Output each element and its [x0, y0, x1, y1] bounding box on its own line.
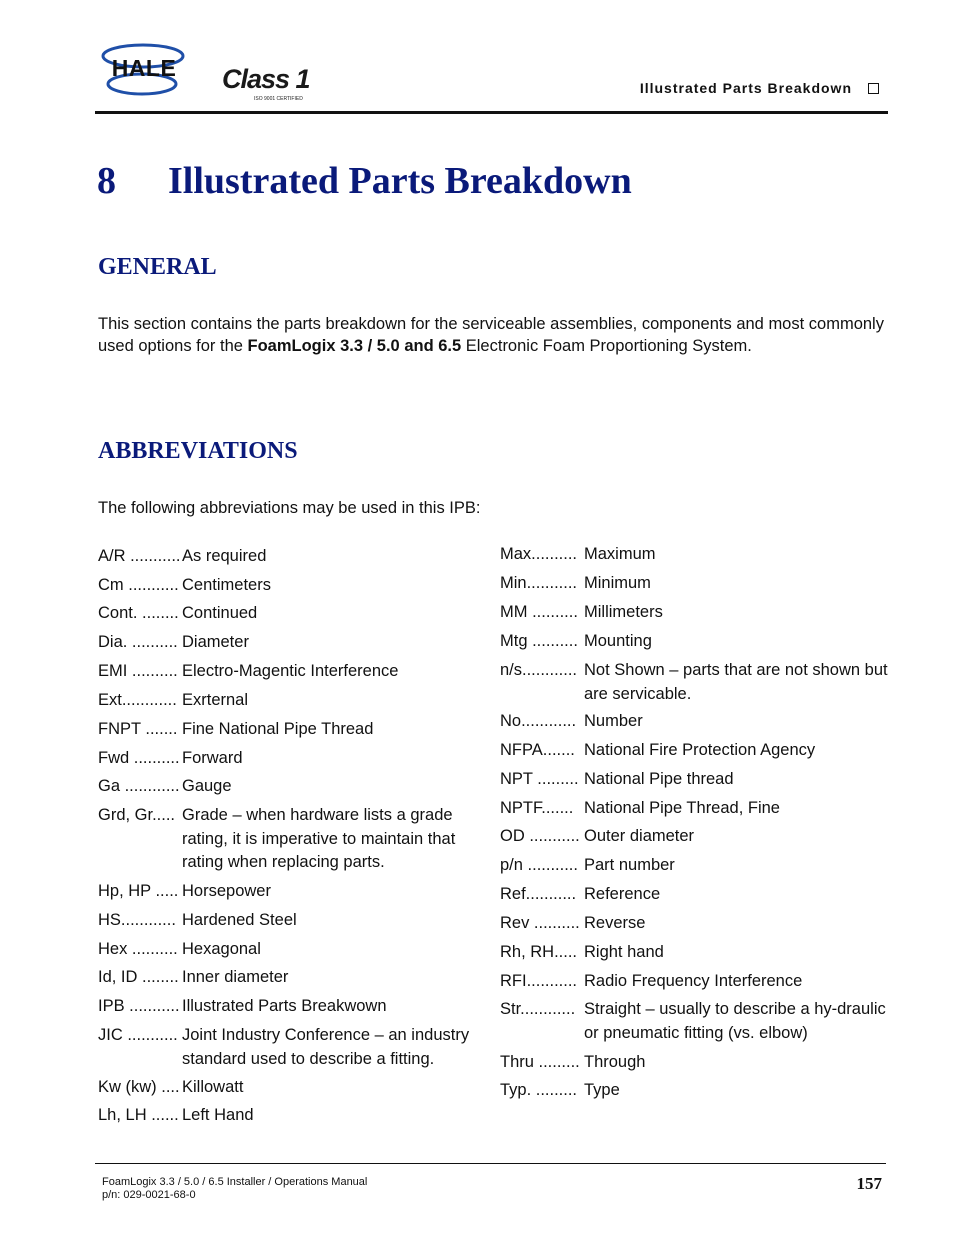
class1-iso-text: ISO 9001 CERTIFIED	[254, 96, 303, 102]
abbreviation-definition: Straight – usually to describe a hy-draulic or pneumatic fitting (vs. elbow)	[584, 1000, 886, 1042]
abbreviation-term: Kw (kw) ....	[98, 1078, 180, 1096]
abbreviation-term: Grd, Gr.....	[98, 806, 176, 824]
abbreviation-definition: Continued	[182, 604, 258, 622]
general-para-start: This section contains the parts breakdown for the serviceable assemblies, components and most commonly used options for the	[98, 315, 884, 355]
abbreviation-definition: Joint Industry Conference – an industry standard used to describe a fitting.	[182, 1026, 470, 1068]
abbreviation-term: JIC ...........	[98, 1026, 178, 1044]
abbreviation-definition: Part number	[584, 856, 675, 874]
abbreviation-term: Ext............	[98, 691, 177, 709]
chapter-number: 8	[97, 160, 116, 202]
abbreviation-term: Ref...........	[500, 885, 577, 903]
abbreviation-definition: Minimum	[584, 574, 651, 592]
abbreviation-definition: Right hand	[584, 943, 664, 961]
abbreviation-term: Min...........	[500, 574, 578, 592]
abbreviation-definition: Horsepower	[182, 882, 271, 900]
abbreviation-term: NFPA.......	[500, 741, 575, 759]
abbreviation-term: Lh, LH ......	[98, 1106, 179, 1124]
abbreviation-term: Ga ............	[98, 777, 180, 795]
abbreviation-definition: Outer diameter	[584, 827, 695, 845]
abbreviation-term: Str............	[500, 1000, 576, 1018]
abbreviation-term: Typ. .........	[500, 1081, 578, 1099]
abbreviation-term: Max..........	[500, 545, 578, 563]
header-section-title: Illustrated Parts Breakdown	[639, 80, 852, 96]
abbreviation-definition: Fine National Pipe Thread	[182, 720, 374, 738]
abbreviation-definition: Inner diameter	[182, 968, 289, 986]
abbreviation-term: Rh, RH.....	[500, 943, 578, 961]
abbreviation-definition: Reference	[584, 885, 661, 903]
abbreviation-definition: Left Hand	[182, 1106, 254, 1124]
footer-part-number: p/n: 029-0021-68-0	[102, 1189, 196, 1201]
abbreviation-term: EMI ..........	[98, 662, 178, 680]
abbreviation-term: p/n ...........	[500, 856, 578, 874]
abbreviation-definition: National Fire Protection Agency	[584, 741, 816, 759]
abbreviation-term: Rev ..........	[500, 914, 580, 932]
abbreviation-term: Hp, HP .....	[98, 882, 179, 900]
general-paragraph	[98, 313, 888, 357]
abbreviation-definition: Illustrated Parts Breakwown	[182, 997, 387, 1015]
abbreviation-definition: Grade – when hardware lists a grade rating, it is imperative to maintain that rating when replacing parts.	[182, 806, 456, 871]
abbreviation-term: FNPT .......	[98, 720, 178, 738]
abbreviation-definition: Type	[584, 1081, 620, 1099]
general-para-end: Electronic Foam Proportioning System.	[461, 337, 752, 355]
abbreviation-definition: National Pipe thread	[584, 770, 734, 788]
abbreviation-definition: Forward	[182, 749, 243, 767]
header-divider	[95, 111, 888, 114]
abbreviation-definition: Radio Frequency Interference	[584, 972, 803, 990]
abbreviation-term: Fwd ..........	[98, 749, 180, 767]
abbreviation-term: n/s............	[500, 661, 578, 679]
abbreviation-definition: Not Shown – parts that are not shown but are servicable.	[584, 661, 888, 703]
abbreviation-definition: Diameter	[182, 633, 249, 651]
abbreviations-heading: ABBREVIATIONS	[98, 438, 298, 464]
page-number: 157	[856, 1174, 882, 1193]
abbreviation-term: RFI...........	[500, 972, 578, 990]
class1-logo-text: Class 1	[222, 64, 310, 94]
abbreviation-definition: Through	[584, 1053, 646, 1071]
abbreviation-definition: National Pipe Thread, Fine	[584, 799, 780, 817]
footer-divider	[95, 1163, 886, 1164]
abbreviation-term: OD ...........	[500, 827, 580, 845]
abbreviation-term: Hex ..........	[98, 940, 178, 958]
abbreviation-definition: Number	[584, 712, 643, 730]
abbreviation-definition: Electro-Magentic Interference	[182, 662, 399, 680]
checkbox-square-icon	[868, 83, 879, 94]
abbreviation-term: Id, ID ........	[98, 968, 179, 986]
abbreviation-definition: Hardened Steel	[182, 911, 297, 929]
abbreviation-definition: Mounting	[584, 632, 652, 650]
abbreviation-term: IPB ...........	[98, 997, 180, 1015]
abbreviation-term: Cont. ........	[98, 604, 179, 622]
abbreviation-term: Mtg ..........	[500, 632, 578, 650]
abbreviation-term: NPT .........	[500, 770, 579, 788]
abbreviation-term: Cm ...........	[98, 576, 179, 594]
abbreviation-term: NPTF.......	[500, 799, 574, 817]
abbreviation-definition: Hexagonal	[182, 940, 261, 958]
general-heading: GENERAL	[98, 254, 217, 280]
abbreviation-term: MM ..........	[500, 603, 578, 621]
abbreviation-definition: Exrternal	[182, 691, 249, 709]
abbreviations-intro: The following abbreviations may be used in this IPB:	[98, 499, 481, 517]
abbreviation-term: Thru .........	[500, 1053, 580, 1071]
svg-text:HALE: HALE	[111, 55, 177, 81]
abbreviation-definition: Millimeters	[584, 603, 663, 621]
footer-manual-title: FoamLogix 3.3 / 5.0 / 6.5 Installer / Operations Manual	[102, 1176, 368, 1188]
abbreviation-definition: As required	[182, 547, 267, 565]
abbreviation-definition: Maximum	[584, 545, 656, 563]
abbreviation-term: A/R ...........	[98, 547, 181, 565]
abbreviation-term: No............	[500, 712, 577, 730]
hale-logo	[96, 38, 192, 102]
abbreviation-definition: Gauge	[182, 777, 232, 795]
abbreviation-definition: Reverse	[584, 914, 646, 932]
abbreviation-definition: Killowatt	[182, 1078, 244, 1096]
abbreviation-term: HS............	[98, 911, 176, 929]
product-name: FoamLogix 3.3 / 5.0 and 6.5	[247, 337, 462, 355]
chapter-title: Illustrated Parts Breakdown	[168, 160, 632, 202]
abbreviation-definition: Centimeters	[182, 576, 271, 594]
abbreviation-term: Dia. ..........	[98, 633, 178, 651]
class1-logo	[222, 64, 344, 104]
